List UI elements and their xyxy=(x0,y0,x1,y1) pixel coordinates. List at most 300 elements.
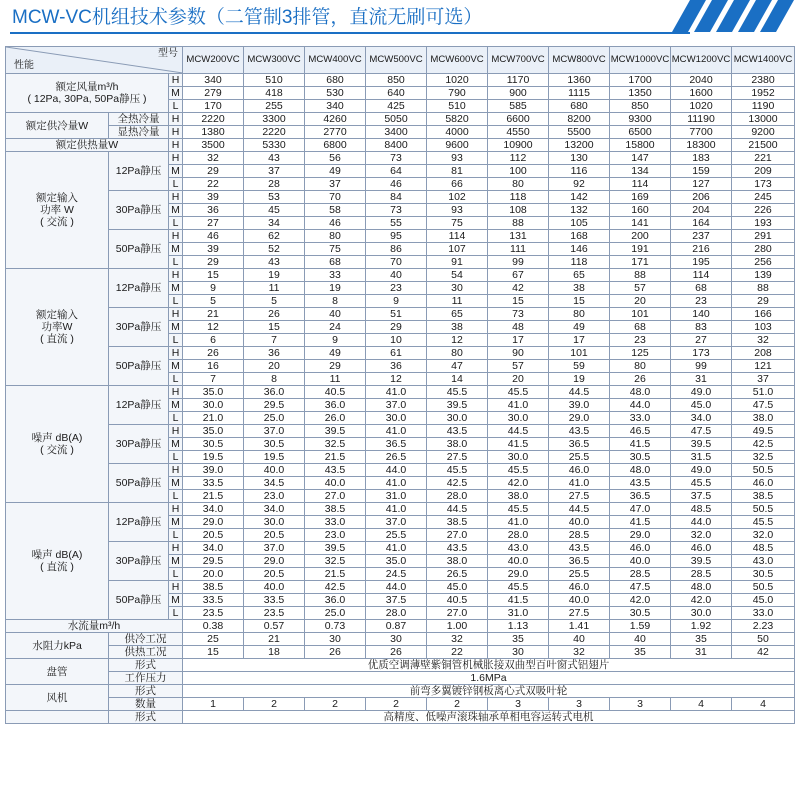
value-cell: 46.0 xyxy=(549,464,610,477)
value-cell: 37.5 xyxy=(366,594,427,607)
value-cell: 28.0 xyxy=(366,607,427,620)
value-cell: 42.0 xyxy=(671,594,732,607)
value-cell: 19 xyxy=(549,373,610,386)
value-cell: 49 xyxy=(305,347,366,360)
value-cell: 43.5 xyxy=(427,425,488,438)
value-cell: 3300 xyxy=(244,113,305,126)
value-cell: 36.5 xyxy=(366,438,427,451)
value-cell: 38 xyxy=(427,321,488,334)
fan-row xyxy=(6,698,795,711)
value-cell: 47.5 xyxy=(732,399,795,412)
value-cell: 57 xyxy=(610,282,671,295)
value-cell: 7700 xyxy=(671,126,732,139)
level-cell: L xyxy=(169,490,183,503)
value-cell: 9 xyxy=(183,282,244,295)
value-cell: 1115 xyxy=(549,87,610,100)
value-cell: 2 xyxy=(305,698,366,711)
value-cell: 26 xyxy=(244,308,305,321)
value-cell: 226 xyxy=(732,204,795,217)
power-ac-row xyxy=(6,230,795,243)
value-cell: 206 xyxy=(671,191,732,204)
value-cell: 44.0 xyxy=(366,464,427,477)
value-cell: 2220 xyxy=(244,126,305,139)
value-cell: 43.5 xyxy=(610,477,671,490)
value-cell: 17 xyxy=(549,334,610,347)
value-cell: 40.5 xyxy=(305,386,366,399)
value-cell: 5 xyxy=(244,295,305,308)
value-cell: 25.0 xyxy=(305,607,366,620)
value-cell: 36.0 xyxy=(305,594,366,607)
value-cell: 48.0 xyxy=(671,581,732,594)
value-cell: 6500 xyxy=(610,126,671,139)
value-cell: 102 xyxy=(427,191,488,204)
value-cell: 40.0 xyxy=(244,464,305,477)
value-cell: 21.5 xyxy=(305,568,366,581)
value-cell: 39 xyxy=(183,191,244,204)
model-label: 型号 xyxy=(158,48,179,59)
group-label-line: ( 交流 ) xyxy=(40,216,74,228)
value-cell: 39.0 xyxy=(183,464,244,477)
value-cell: 45.0 xyxy=(427,581,488,594)
value-cell: 27 xyxy=(671,334,732,347)
value-cell: 18300 xyxy=(671,139,732,152)
value-cell: 40.0 xyxy=(244,581,305,594)
value-cell: 95 xyxy=(366,230,427,243)
group-label-line: 噪声 dB(A) xyxy=(31,432,83,444)
value-cell: 30.0 xyxy=(671,607,732,620)
value-cell: 37.0 xyxy=(366,399,427,412)
value-cell: 790 xyxy=(427,87,488,100)
value-cell: 101 xyxy=(549,347,610,360)
value-cell: 4000 xyxy=(427,126,488,139)
level-cell: M xyxy=(169,87,183,100)
header-corner-cell xyxy=(6,47,183,74)
value-cell: 47 xyxy=(427,360,488,373)
value-cell: 49 xyxy=(305,165,366,178)
static-pressure-label: 30Pa静压 xyxy=(109,425,169,464)
power-dc-row xyxy=(6,269,795,282)
value-cell: 46.0 xyxy=(732,477,795,490)
value-cell: 99 xyxy=(488,256,549,269)
noise-ac-row-label xyxy=(6,386,109,503)
value-cell: 99 xyxy=(671,360,732,373)
value-cell: 43.0 xyxy=(488,542,549,555)
value-cell: 20.5 xyxy=(183,529,244,542)
value-cell: 13200 xyxy=(549,139,610,152)
value-cell: 43.5 xyxy=(305,464,366,477)
value-cell: 38.0 xyxy=(427,555,488,568)
static-pressure-label: 50Pa静压 xyxy=(109,347,169,386)
value-cell: 15 xyxy=(183,646,244,659)
value-cell: 30.5 xyxy=(610,451,671,464)
value-cell: 280 xyxy=(732,243,795,256)
value-cell: 42.5 xyxy=(305,581,366,594)
level-cell: M xyxy=(169,516,183,529)
header-row xyxy=(6,47,795,74)
static-pressure-label: 50Pa静压 xyxy=(109,464,169,503)
value-cell: 15800 xyxy=(610,139,671,152)
cooling-row xyxy=(6,126,795,139)
value-cell: 13000 xyxy=(732,113,795,126)
value-cell: 169 xyxy=(610,191,671,204)
value-cell: 418 xyxy=(244,87,305,100)
value-cell: 39 xyxy=(183,243,244,256)
value-cell: 37.0 xyxy=(366,516,427,529)
value-cell: 100 xyxy=(488,165,549,178)
value-cell: 65 xyxy=(549,269,610,282)
value-cell: 25.5 xyxy=(366,529,427,542)
value-cell: 23.5 xyxy=(183,607,244,620)
value-cell: 44.0 xyxy=(610,399,671,412)
value-cell: 107 xyxy=(427,243,488,256)
value-cell: 20 xyxy=(244,360,305,373)
level-cell: L xyxy=(169,295,183,308)
cooling-row xyxy=(6,113,795,126)
value-cell: 139 xyxy=(732,269,795,282)
value-cell: 29 xyxy=(732,295,795,308)
value-cell: 19 xyxy=(305,282,366,295)
value-cell: 255 xyxy=(244,100,305,113)
level-cell: H xyxy=(169,308,183,321)
value-cell: 41.0 xyxy=(366,477,427,490)
group-label-line: ( 直流 ) xyxy=(40,333,74,345)
sub-label: 形式 xyxy=(109,711,183,724)
value-cell: 1 xyxy=(183,698,244,711)
value-cell: 101 xyxy=(610,308,671,321)
value-cell: 36 xyxy=(366,360,427,373)
value-cell: 26.5 xyxy=(427,568,488,581)
value-cell: 30.0 xyxy=(488,451,549,464)
value-cell: 44.5 xyxy=(549,386,610,399)
level-cell: M xyxy=(169,204,183,217)
value-cell: 91 xyxy=(427,256,488,269)
value-cell: 5820 xyxy=(427,113,488,126)
value-cell: 49.5 xyxy=(732,425,795,438)
value-cell: 15 xyxy=(488,295,549,308)
value-cell: 73 xyxy=(366,152,427,165)
value-cell: 83 xyxy=(671,321,732,334)
value-cell: 37.0 xyxy=(244,425,305,438)
value-cell: 30 xyxy=(427,282,488,295)
value-cell: 37.0 xyxy=(244,542,305,555)
value-cell: 48.0 xyxy=(610,464,671,477)
level-cell: M xyxy=(169,282,183,295)
value-cell: 21 xyxy=(183,308,244,321)
sub-label: 工作压力 xyxy=(109,672,183,685)
value-cell: 46.0 xyxy=(549,581,610,594)
value-cell: 41.0 xyxy=(366,386,427,399)
value-cell: 168 xyxy=(549,230,610,243)
group-label-line: 功率W xyxy=(41,321,73,333)
fan-description: 前弯多翼镀锌钢板离心式双吸叶轮 xyxy=(183,685,795,698)
value-cell: 2.23 xyxy=(732,620,795,633)
motor-label-blank xyxy=(6,711,109,724)
value-cell: 6800 xyxy=(305,139,366,152)
value-cell: 26.0 xyxy=(305,412,366,425)
value-cell: 20.5 xyxy=(244,568,305,581)
value-cell: 52 xyxy=(244,243,305,256)
level-cell: L xyxy=(169,529,183,542)
level-cell: L xyxy=(169,334,183,347)
value-cell: 22 xyxy=(183,178,244,191)
value-cell: 12 xyxy=(183,321,244,334)
value-cell: 1.00 xyxy=(427,620,488,633)
noise-dc-row xyxy=(6,542,795,555)
static-pressure-label: 12Pa静压 xyxy=(109,386,169,425)
value-cell: 193 xyxy=(732,217,795,230)
static-pressure-label: 12Pa静压 xyxy=(109,269,169,308)
value-cell: 27 xyxy=(183,217,244,230)
value-cell: 221 xyxy=(732,152,795,165)
value-cell: 11 xyxy=(244,282,305,295)
value-cell: 41.0 xyxy=(549,477,610,490)
value-cell: 41.0 xyxy=(488,399,549,412)
value-cell: 53 xyxy=(244,191,305,204)
value-cell: 850 xyxy=(610,100,671,113)
value-cell: 32 xyxy=(427,633,488,646)
value-cell: 45.5 xyxy=(488,503,549,516)
value-cell: 41.0 xyxy=(366,542,427,555)
value-cell: 33.0 xyxy=(732,607,795,620)
static-pressure-label: 50Pa静压 xyxy=(109,230,169,269)
value-cell: 36.5 xyxy=(549,555,610,568)
model-name: MCW1200VC xyxy=(671,47,732,74)
power-dc-row-label xyxy=(6,269,109,386)
value-cell: 21 xyxy=(244,633,305,646)
value-cell: 11190 xyxy=(671,113,732,126)
value-cell: 6 xyxy=(183,334,244,347)
value-cell: 3 xyxy=(610,698,671,711)
value-cell: 49 xyxy=(549,321,610,334)
value-cell: 20.0 xyxy=(183,568,244,581)
value-cell: 11 xyxy=(305,373,366,386)
performance-label: 性能 xyxy=(14,60,34,71)
value-cell: 29.0 xyxy=(549,412,610,425)
value-cell: 130 xyxy=(549,152,610,165)
level-cell: H xyxy=(169,113,183,126)
airflow-row xyxy=(6,74,795,87)
value-cell: 38.5 xyxy=(305,503,366,516)
value-cell: 116 xyxy=(549,165,610,178)
value-cell: 585 xyxy=(488,100,549,113)
value-cell: 39.5 xyxy=(305,542,366,555)
value-cell: 245 xyxy=(732,191,795,204)
value-cell: 5050 xyxy=(366,113,427,126)
sub-label: 供热工况 xyxy=(109,646,183,659)
level-cell: L xyxy=(169,100,183,113)
value-cell: 33.5 xyxy=(183,594,244,607)
value-cell: 112 xyxy=(488,152,549,165)
value-cell: 7 xyxy=(244,334,305,347)
value-cell: 51.0 xyxy=(732,386,795,399)
value-cell: 29 xyxy=(305,360,366,373)
value-cell: 111 xyxy=(488,243,549,256)
coil-row xyxy=(6,659,795,672)
value-cell: 1020 xyxy=(671,100,732,113)
value-cell: 40.5 xyxy=(427,594,488,607)
value-cell: 58 xyxy=(305,204,366,217)
value-cell: 25 xyxy=(183,633,244,646)
value-cell: 23 xyxy=(366,282,427,295)
value-cell: 108 xyxy=(488,204,549,217)
value-cell: 48.5 xyxy=(732,542,795,555)
static-pressure-label: 12Pa静压 xyxy=(109,152,169,191)
value-cell: 191 xyxy=(610,243,671,256)
value-cell: 31 xyxy=(671,373,732,386)
value-cell: 9 xyxy=(305,334,366,347)
value-cell: 27.5 xyxy=(549,607,610,620)
value-cell: 1.92 xyxy=(671,620,732,633)
value-cell: 9300 xyxy=(610,113,671,126)
static-pressure-label: 30Pa静压 xyxy=(109,308,169,347)
level-cell: L xyxy=(169,256,183,269)
value-cell: 84 xyxy=(366,191,427,204)
value-cell: 44.5 xyxy=(549,503,610,516)
value-cell: 39.5 xyxy=(671,555,732,568)
value-cell: 88 xyxy=(610,269,671,282)
decorative-stripes xyxy=(540,0,800,34)
level-cell: H xyxy=(169,152,183,165)
value-cell: 8 xyxy=(305,295,366,308)
group-label-line: 额定输入 xyxy=(36,309,78,321)
water-flow-row xyxy=(6,620,795,633)
value-cell: 340 xyxy=(305,100,366,113)
page-title: MCW-VC机组技术参数（二管制3排管，直流无刷可选） xyxy=(12,7,483,28)
group-label-line: 功率 W xyxy=(40,204,74,216)
value-cell: 41.5 xyxy=(488,594,549,607)
motor-description: 高精度、低噪声滚珠轴承单相电容运转式电机 xyxy=(183,711,795,724)
value-cell: 43 xyxy=(244,152,305,165)
value-cell: 45.5 xyxy=(671,477,732,490)
value-cell: 140 xyxy=(671,308,732,321)
level-cell: M xyxy=(169,321,183,334)
model-name: MCW400VC xyxy=(305,47,366,74)
power-ac-row-label xyxy=(6,152,109,269)
level-cell: H xyxy=(169,425,183,438)
value-cell: 86 xyxy=(366,243,427,256)
model-name: MCW800VC xyxy=(549,47,610,74)
level-cell: H xyxy=(169,269,183,282)
level-cell: M xyxy=(169,438,183,451)
value-cell: 3 xyxy=(488,698,549,711)
value-cell: 39.0 xyxy=(549,399,610,412)
value-cell: 5 xyxy=(183,295,244,308)
noise-ac-row xyxy=(6,464,795,477)
value-cell: 29.0 xyxy=(244,555,305,568)
group-label-line: 噪声 dB(A) xyxy=(31,549,83,561)
value-cell: 45 xyxy=(244,204,305,217)
title-bar xyxy=(0,0,800,44)
value-cell: 34.5 xyxy=(244,477,305,490)
value-cell: 37.5 xyxy=(671,490,732,503)
value-cell: 33 xyxy=(305,269,366,282)
level-cell: L xyxy=(169,451,183,464)
power-ac-row xyxy=(6,152,795,165)
coil-description: 优质空调薄壁紫铜管机械胀接双曲型百叶窗式铝翅片 xyxy=(183,659,795,672)
value-cell: 64 xyxy=(366,165,427,178)
value-cell: 11 xyxy=(427,295,488,308)
value-cell: 30.0 xyxy=(366,412,427,425)
value-cell: 20 xyxy=(610,295,671,308)
value-cell: 27.0 xyxy=(427,529,488,542)
value-cell: 256 xyxy=(732,256,795,269)
static-pressure-label: 30Pa静压 xyxy=(109,542,169,581)
level-cell: M xyxy=(169,399,183,412)
value-cell: 30 xyxy=(305,633,366,646)
value-cell: 12 xyxy=(427,334,488,347)
value-cell: 166 xyxy=(732,308,795,321)
value-cell: 4 xyxy=(671,698,732,711)
value-cell: 31.0 xyxy=(366,490,427,503)
value-cell: 173 xyxy=(671,347,732,360)
level-cell: H xyxy=(169,581,183,594)
value-cell: 340 xyxy=(183,74,244,87)
model-name: MCW200VC xyxy=(183,47,244,74)
value-cell: 30 xyxy=(488,646,549,659)
value-cell: 70 xyxy=(366,256,427,269)
level-cell: H xyxy=(169,464,183,477)
value-cell: 2 xyxy=(427,698,488,711)
value-cell: 36.5 xyxy=(549,438,610,451)
value-cell: 50.5 xyxy=(732,464,795,477)
value-cell: 30.5 xyxy=(610,607,671,620)
value-cell: 32.5 xyxy=(732,451,795,464)
value-cell: 42.0 xyxy=(610,594,671,607)
value-cell: 28.5 xyxy=(671,568,732,581)
value-cell: 147 xyxy=(610,152,671,165)
level-cell: L xyxy=(169,217,183,230)
value-cell: 46 xyxy=(183,230,244,243)
value-cell: 0.73 xyxy=(305,620,366,633)
value-cell: 44.0 xyxy=(671,516,732,529)
value-cell: 30 xyxy=(366,633,427,646)
value-cell: 195 xyxy=(671,256,732,269)
value-cell: 38 xyxy=(549,282,610,295)
value-cell: 36 xyxy=(183,204,244,217)
value-cell: 31.5 xyxy=(671,451,732,464)
value-cell: 146 xyxy=(549,243,610,256)
value-cell: 33.0 xyxy=(610,412,671,425)
value-cell: 1.41 xyxy=(549,620,610,633)
value-cell: 43.5 xyxy=(549,542,610,555)
value-cell: 19 xyxy=(244,269,305,282)
value-cell: 61 xyxy=(366,347,427,360)
value-cell: 41.5 xyxy=(488,438,549,451)
value-cell: 41.5 xyxy=(610,516,671,529)
value-cell: 65 xyxy=(427,308,488,321)
value-cell: 46 xyxy=(305,217,366,230)
value-cell: 2220 xyxy=(183,113,244,126)
level-cell: H xyxy=(169,230,183,243)
sub-label: 显热冷量 xyxy=(109,126,169,139)
value-cell: 41.0 xyxy=(366,503,427,516)
value-cell: 44.5 xyxy=(488,425,549,438)
value-cell: 43 xyxy=(244,256,305,269)
level-cell: M xyxy=(169,243,183,256)
level-cell: H xyxy=(169,503,183,516)
value-cell: 30.0 xyxy=(244,516,305,529)
value-cell: 12 xyxy=(366,373,427,386)
value-cell: 200 xyxy=(610,230,671,243)
value-cell: 24.5 xyxy=(366,568,427,581)
value-cell: 0.38 xyxy=(183,620,244,633)
level-cell: M xyxy=(169,555,183,568)
value-cell: 34 xyxy=(244,217,305,230)
value-cell: 31.0 xyxy=(488,607,549,620)
value-cell: 9 xyxy=(366,295,427,308)
coil-description: 1.6MPa xyxy=(183,672,795,685)
level-cell: L xyxy=(169,178,183,191)
